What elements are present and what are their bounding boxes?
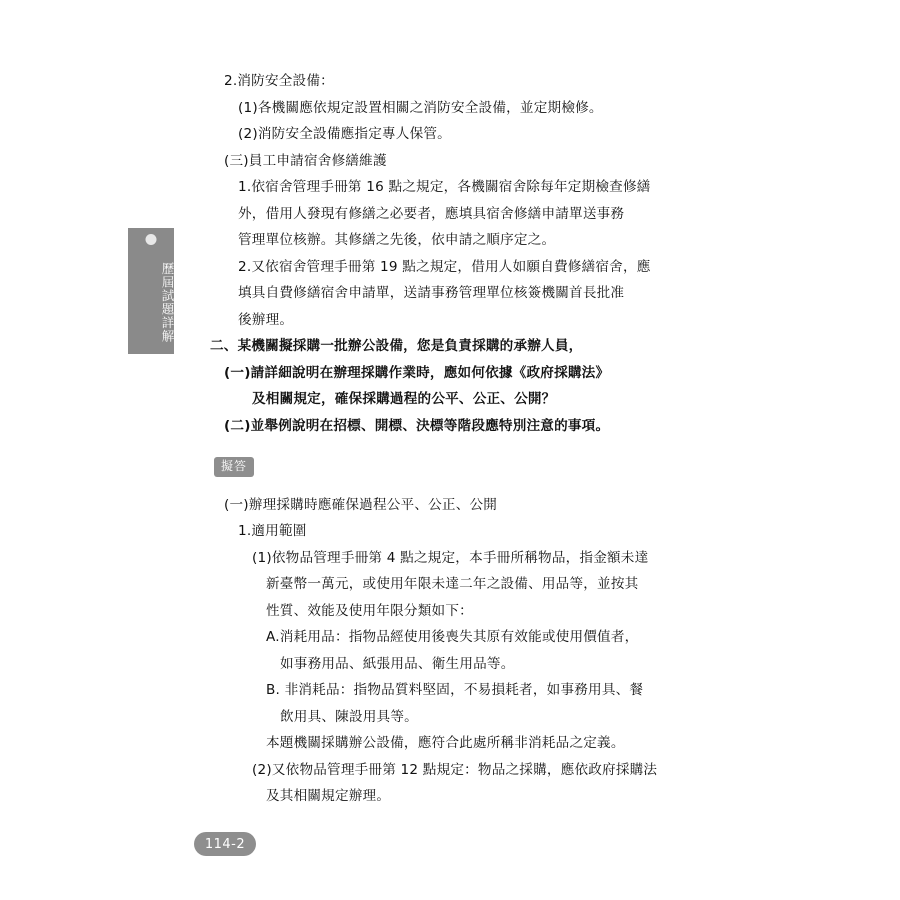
- text-line: 性質、效能及使用年限分類如下：: [266, 602, 473, 619]
- text-line: 1.適用範圍: [238, 523, 307, 539]
- text-line: 新臺幣一萬元，或使用年限未達二年之設備、用品等，並按其: [266, 576, 639, 592]
- text-line: 管理單位核辦。其修繕之先後，依申請之順序定之。: [238, 232, 556, 248]
- document-body: [210, 68, 710, 810]
- text-line: (1)依物品管理手冊第 4 點之規定，本手冊所稱物品，指金額未達: [252, 549, 649, 566]
- text-line: 2.消防安全設備：: [224, 73, 334, 89]
- text-line: (1)各機關應依規定設置相關之消防安全設備，並定期檢修。: [238, 99, 603, 116]
- text-line: 填具自費修繕宿舍申請單，送請事務管理單位核簽機關首長批准: [238, 285, 625, 301]
- text-line: 二、某機關擬採購一批辦公設備，您是負責採購的承辦人員，: [210, 338, 583, 354]
- answer-badge: 擬答: [214, 457, 254, 477]
- text-line: 後辦理。: [238, 311, 294, 328]
- text-line: 及相關規定，確保採購過程的公平、公正、公開？: [252, 391, 556, 407]
- side-tab-label: 歷屆試題詳解: [160, 261, 175, 343]
- text-line: B. 非消耗品：指物品質料堅固，不易損耗者，如事務用具、餐: [266, 682, 644, 698]
- text-line: (一)請詳細說明在辦理採購作業時，應如何依據《政府採購法》: [224, 364, 610, 381]
- answer-text-block: [210, 492, 710, 810]
- text-line: 2.又依宿舍管理手冊第 19 點之規定，借用人如願自費修繕宿舍，應: [238, 258, 651, 275]
- text-line: (一)辦理採購時應確保過程公平、公正、公開: [224, 496, 498, 513]
- text-line: (三)員工申請宿舍修繕維護: [224, 152, 387, 169]
- body-text-block: [210, 68, 710, 439]
- text-line: (2)又依物品管理手冊第 12 點規定：物品之採購，應依政府採購法: [252, 761, 658, 778]
- side-tab-chapter-marker: [128, 228, 174, 354]
- text-line: 本題機關採購辦公設備，應符合此處所稱非消耗品之定義。: [266, 735, 625, 751]
- text-line: 飲用具、陳設用具等。: [280, 708, 418, 725]
- text-line: 外，借用人發現有修繕之必要者，應填具宿舍修繕申請單送事務: [238, 205, 625, 222]
- side-tab-dot-icon: [146, 234, 157, 245]
- text-line: (二)並舉例說明在招標、開標、決標等階段應特別注意的事項。: [224, 417, 610, 434]
- page-number-pill: 114-2: [194, 832, 256, 856]
- text-line: (2)消防安全設備應指定專人保管。: [238, 126, 451, 142]
- text-line: 1.依宿舍管理手冊第 16 點之規定，各機關宿舍除每年定期檢查修繕: [238, 179, 651, 195]
- answer-badge-row: [214, 453, 710, 480]
- text-line: A.消耗用品：指物品經使用後喪失其原有效能或使用價值者，: [266, 629, 639, 645]
- text-line: 及其相關規定辦理。: [266, 788, 391, 804]
- text-line: 如事務用品、紙張用品、衛生用品等。: [280, 655, 515, 672]
